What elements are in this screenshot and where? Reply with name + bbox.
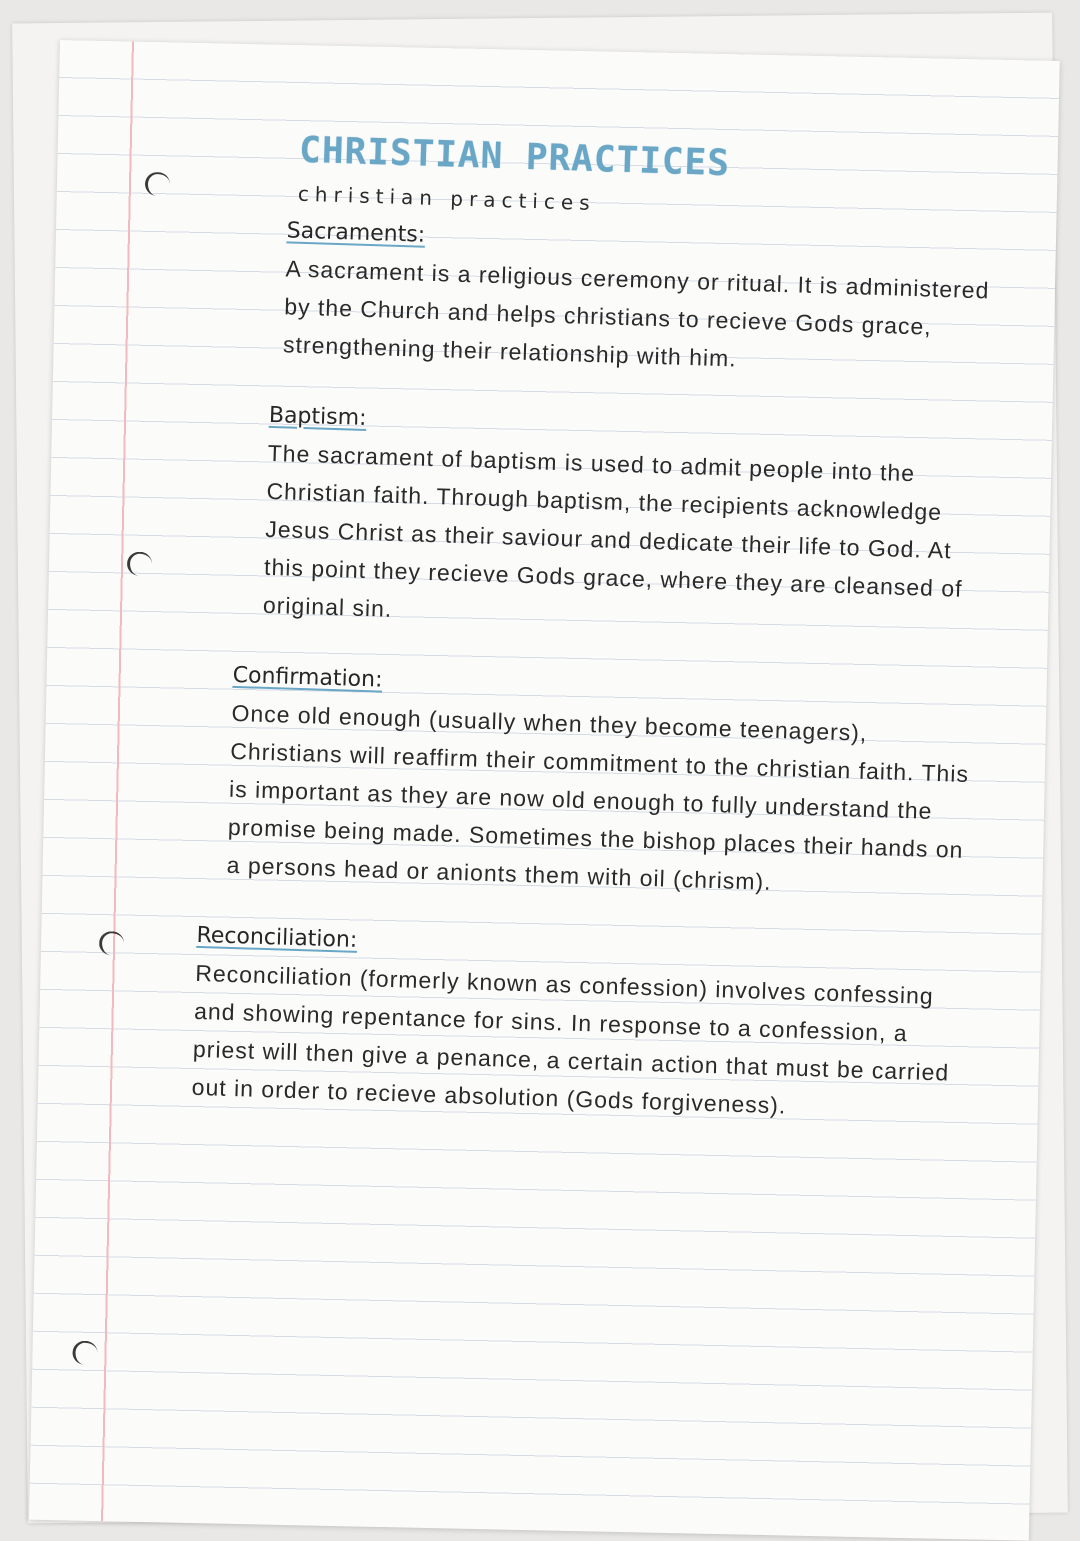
section-heading: Confirmation: (232, 662, 383, 693)
page-title-handwritten: christian practices (297, 181, 597, 216)
section-heading: Baptism: (268, 402, 367, 431)
page-title: CHRISTIAN PRACTICES (298, 129, 731, 185)
section-sacraments (283, 218, 1007, 386)
section-text: A sacrament is a religious ceremony or ritual. It is administered by the Church and helps christians to recieve Gods grace, strengthening their relationship with him. (282, 255, 990, 372)
section-text: Once old enough (usually when they become teenagers), Christians will reaffirm their commitment to the christian faith. This is important as they are now old enough to fully understand the promise being made. Sometimes the bishop places their hands on a persons head or anionts them with oil (chrism). (226, 699, 970, 895)
section-baptism (262, 403, 1001, 647)
section-heading: Reconciliation: (196, 922, 358, 953)
section-text: The sacrament of baptism is used to admit people into the Christian faith. Through baptism, the recipients acknowledge Jesus Christ as their saviour and dedicate their life to God. At this point they recieve Gods grace, where they are cleansed of original sin. (262, 439, 963, 622)
section-text: Reconciliation (formerly known as confession) involves confessing and showing repentance for sins. In response to a confession, a priest will then give a penance, a certain action that must be carried out in order to recieve absolution (Gods forgiveness). (191, 959, 950, 1119)
punch-hole-icon (99, 931, 124, 956)
notes-content (119, 125, 1009, 1131)
section-confirmation (226, 663, 993, 908)
punch-hole-icon (72, 1341, 97, 1366)
section-reconciliation (191, 923, 984, 1131)
section-heading: Sacraments: (286, 218, 426, 248)
